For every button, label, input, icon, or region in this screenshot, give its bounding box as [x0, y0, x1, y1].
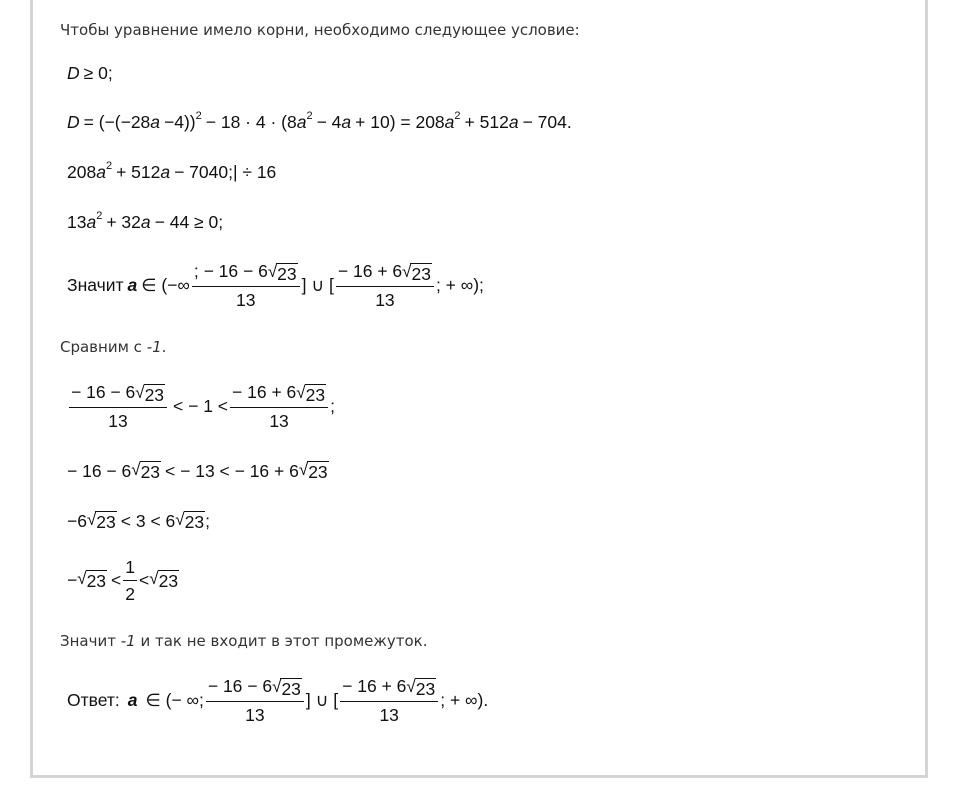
sqrt-icon: √ [149, 569, 159, 588]
fraction-numerator [69, 381, 167, 408]
fraction-right-root [230, 381, 328, 432]
expr-part: − 16 + 6 [342, 676, 407, 696]
radicand: 23 [305, 385, 326, 405]
fraction-one-half [123, 556, 137, 605]
sqrt-icon: √ [406, 677, 416, 696]
var-a: a [96, 162, 106, 182]
radicand: 23 [415, 679, 436, 699]
fraction-left-root [206, 675, 304, 726]
condition-rest: ≥ 0; [83, 63, 113, 83]
expr-part: − 16 + 6 [337, 261, 403, 281]
var-a: a [127, 690, 138, 710]
expr-part: ] ∪ [ [301, 275, 334, 295]
fraction-numerator [206, 675, 304, 702]
radicand: 23 [184, 512, 205, 532]
expr-part: − 16 + 6 [232, 382, 297, 402]
reduced-inequality [67, 209, 224, 233]
radicand: 23 [144, 385, 165, 405]
compare-inequality-1 [67, 381, 335, 432]
exponent: 2 [96, 209, 103, 222]
expr-part: ∈ (−∞ [141, 275, 190, 295]
expr-part: < [139, 570, 150, 590]
fraction-left-root [69, 381, 167, 432]
sqrt [272, 678, 302, 699]
sqrt-icon: √ [175, 510, 185, 529]
var-a: a [296, 112, 307, 132]
expr-part: ; [330, 396, 335, 416]
fraction-numerator: 1 [123, 556, 137, 581]
sqrt-icon: √ [298, 460, 309, 479]
sqrt-icon: √ [131, 460, 141, 479]
expr-part: < − 13 < − 16 + 6 [165, 461, 299, 481]
var-a: a [160, 162, 171, 182]
fraction-denominator: 2 [125, 584, 136, 604]
fraction-denominator: 13 [379, 705, 399, 725]
expr-part: < − 1 < [173, 396, 229, 416]
expr-part: ; − 16 − 6 [193, 261, 268, 281]
expr-part: − 704. [522, 112, 572, 132]
expr-part: ] ∪ [ [305, 690, 339, 710]
radicand: 23 [96, 512, 116, 532]
var-a: a [150, 112, 161, 132]
expr-part: ; [205, 511, 210, 531]
sqrt [296, 384, 326, 405]
radicand: 23 [140, 462, 161, 482]
radicand: 23 [411, 264, 431, 284]
discriminant-calculation [67, 109, 572, 133]
sqrt [299, 461, 329, 482]
znachit-label: Значит [67, 275, 124, 295]
sqrt-icon: √ [296, 383, 306, 402]
fraction-right-root [340, 675, 438, 726]
conclusion-text [60, 632, 428, 650]
exponent: 2 [306, 109, 313, 122]
sqrt [268, 263, 298, 284]
conclusion-pre: Значит [60, 632, 121, 650]
compare-inequality-4 [67, 556, 179, 605]
var-a: a [86, 212, 97, 232]
expr-part: + 32 [106, 212, 141, 232]
compare-post: . [161, 338, 167, 356]
sqrt [77, 570, 107, 591]
exponent: 2 [195, 109, 202, 122]
compare-inequality-3 [67, 511, 210, 532]
expr-part: − 4 [316, 112, 342, 132]
var-a: a [127, 275, 138, 295]
expr-part: − 16 − 6 [71, 382, 136, 402]
var-a: a [341, 112, 352, 132]
var-a: a [508, 112, 519, 132]
compare-inequality-2 [67, 461, 329, 482]
compare-value: -1 [146, 338, 162, 356]
fraction-numerator [230, 381, 328, 408]
sqrt [406, 678, 436, 699]
radicand: 23 [281, 679, 301, 699]
compare-pre: Сравним с [60, 338, 147, 356]
var-a: a [444, 112, 455, 132]
expr-part: − 44 ≥ 0; [154, 212, 224, 232]
expr-part: + 10) = 208 [355, 112, 445, 132]
sqrt-icon: √ [135, 383, 145, 402]
sqrt-icon: √ [77, 569, 87, 588]
expr-part: + 512 [116, 162, 161, 182]
var-d: D [67, 112, 80, 132]
expr-part: ; + ∞); [435, 275, 484, 295]
exponent: 2 [105, 159, 113, 172]
expr-part: − 18 · 4 · (8 [205, 112, 297, 132]
fraction-denominator: 13 [375, 290, 395, 310]
answer-line [67, 675, 488, 726]
expr-part: − 16 − 6 [67, 461, 132, 481]
division-step [67, 159, 277, 183]
sqrt-icon: √ [272, 677, 282, 696]
expr-part: −6 [67, 511, 87, 531]
radicand: 23 [86, 571, 107, 591]
compare-text [60, 338, 166, 356]
expr-part: 13 [67, 212, 87, 232]
sqrt-icon: √ [86, 510, 97, 529]
expr-part: < [111, 570, 122, 590]
expr-part: + 512 [464, 112, 509, 132]
conclusion-post: и так не входит в этот промежуток. [135, 632, 428, 650]
answer-label: Ответ: [67, 690, 120, 710]
solution-interval [67, 260, 484, 311]
fraction-denominator: 13 [236, 290, 256, 310]
sqrt [149, 570, 179, 591]
expr-part: − 7040;| ÷ 16 [174, 162, 277, 182]
sqrt [402, 263, 432, 284]
fraction-left-root [192, 260, 300, 311]
sqrt [135, 384, 165, 405]
expr-part: < 3 < 6 [120, 511, 176, 531]
expr-part: −4)) [164, 112, 196, 132]
sqrt [175, 511, 205, 532]
fraction-numerator [340, 675, 438, 702]
radicand: 23 [277, 264, 297, 284]
expr-part: − 16 − 6 [207, 676, 273, 696]
expr-part: − [67, 570, 78, 590]
sqrt [87, 511, 117, 532]
fraction-right-root [336, 260, 434, 311]
conclusion-value: -1 [120, 632, 136, 650]
var-a: a [140, 212, 151, 232]
radicand: 23 [158, 571, 179, 591]
sqrt-icon: √ [267, 262, 278, 281]
radicand: 23 [308, 462, 328, 482]
expr-part: ; + ∞). [440, 690, 489, 710]
var-d: D [67, 63, 80, 83]
fraction-denominator: 13 [108, 411, 128, 431]
expr-part: = (−(−28 [83, 112, 151, 132]
sqrt [131, 461, 161, 482]
expr-part: 208 [67, 162, 97, 182]
sqrt-icon: √ [402, 262, 412, 281]
intro-text: Чтобы уравнение имело корни, необходимо следующее условие: [60, 21, 580, 39]
expr-part: ∈ (− ∞; [145, 690, 204, 710]
fraction-denominator: 13 [269, 411, 289, 431]
exponent: 2 [454, 109, 461, 122]
fraction-numerator [192, 260, 300, 287]
fraction-numerator [336, 260, 434, 287]
fraction-denominator: 13 [245, 705, 265, 725]
condition-d-nonnegative [67, 63, 113, 84]
